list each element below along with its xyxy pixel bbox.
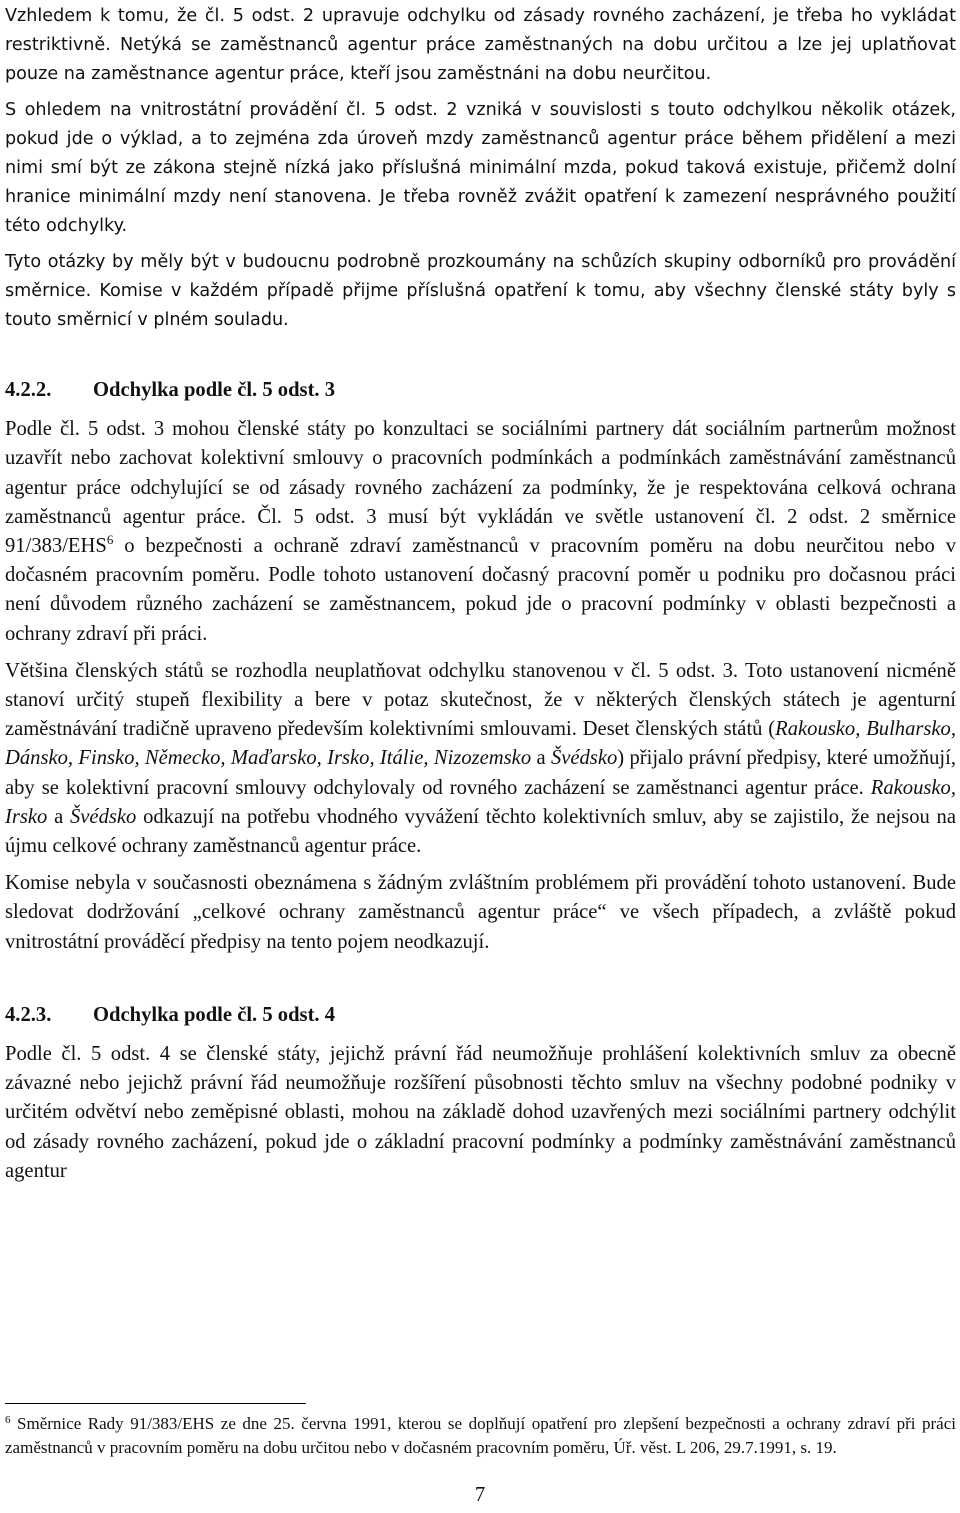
country-austria-ireland-italic: Rakousko, Irsko xyxy=(5,776,956,828)
section-heading-4-2-2 xyxy=(5,376,956,405)
country-sweden-italic: Švédsko xyxy=(550,747,618,770)
paragraph-5 xyxy=(5,657,956,861)
paragraph-4-text-b: o bezpečnosti a ochraně zdraví zaměstnanců v pracovním poměru na dobu neurčitou nebo v dočasném pracovním poměru. Podle tohoto ustanovení dočasný pracovní poměr u podniku pro dočasnou práci není důvodem různého zacházení se zaměstnancem, pokud jde o pracovní podmínky v oblasti bezpečnosti a ochrany zdraví při práci. xyxy=(5,535,956,645)
paragraph-4-text-a: Podle čl. 5 odst. 3 mohou členské státy po konzultaci se sociálními partnery dát sociálním partnerům možnost uzavřít nebo zachovat kolektivní smlouvy o pracovních podmínkách a podmínkách zaměstnávání zaměstnanců agentur práce odchylující se od zásady rovného zacházení za podmínky, že je respektována celková ochrana zaměstnanců agentur práce. Čl. 5 odst. 3 musí být vykládán ve světle ustanovení čl. 2 odst. 2 směrnice 91/383/EHS xyxy=(5,418,956,558)
paragraph-5-text-e: odkazují na potřebu vhodného vyvážení těchto kolektivních smluv, aby se zajistilo, že nejsou na újmu celkové ochrany zaměstnanců agentur práce. xyxy=(5,805,956,858)
paragraph-5-text-a: Většina členských států se rozhodla neuplatňovat odchylku stanovenou v čl. 5 odst. 3. Toto ustanovení nicméně stanoví určitý stupeň flexibility a bere v potaz skutečnost, že v některých členských státech je agenturní zaměstnávání tradičně upraveno především kolektivními smlouvami. Deset členských států ( xyxy=(5,659,956,741)
paragraph-4 xyxy=(5,415,956,649)
section-title: Odchylka podle čl. 5 odst. 3 xyxy=(93,379,336,402)
footnote-reference: 6 xyxy=(106,532,114,548)
paragraph-6: Komise nebyla v současnosti obeznámena s žádným zvláštním problémem při provádění tohoto ustanovení. Bude sledovat dodržování „celkové ochrany zaměstnanců agentur práce“ ve všech případech, a zvláště pokud vnitrostátní prováděcí předpisy na tento pojem neodkazují. xyxy=(5,872,956,953)
section-heading-4-2-3 xyxy=(5,1001,956,1030)
footnote-marker: 6 xyxy=(5,1414,11,1426)
paragraph-7: Podle čl. 5 odst. 4 se členské státy, jejichž právní řád neumožňuje prohlášení kolektivních smluv za obecně závazné nebo jejichž právní řád neumožňuje rozšíření působnosti těchto smluv na všechny podobné podniky v určitém odvětví nebo zeměpisné oblasti, mohou na základě dohod uzavřených mezi sociálními partnery odchýlit od zásady rovného zacházení, pokud jde o základní pracovní podmínky a podmínky zaměstnávání zaměstnanců agentur xyxy=(5,1042,956,1182)
page-number: 7 xyxy=(474,1484,486,1506)
paragraph-5-text-b: a xyxy=(531,747,551,770)
footnote-text: Směrnice Rady 91/383/EHS ze dne 25. června 1991, kterou se doplňují opatření pro zlepšení bezpečnosti a ochrany zdraví při práci zaměstnanců v pracovním poměru na dobu určitou nebo v dočasném pracovním poměru, Úř. věst. L 206, 29.7.1991, s. 19. xyxy=(5,1414,956,1457)
paragraph-1: Vzhledem k tomu, že čl. 5 odst. 2 upravuje odchylku od zásady rovného zacházení, je třeba ho vykládat restriktivně. Netýká se zaměstnanců agentur práce zaměstnaných na dobu určitou a lze jej uplatňovat pouze na zaměstnance agentur práce, kteří jsou zaměstnáni na dobu neurčitou. xyxy=(5,6,956,85)
paragraph-3: Tyto otázky by měly být v budoucnu podrobně prozkoumány na schůzích skupiny odborníků pro provádění směrnice. Komise v každém případě přijme příslušná opatření k tomu, aby všechny členské státy byly s touto směrnicí v plném souladu. xyxy=(5,251,956,331)
footnote xyxy=(5,1412,956,1460)
document-body xyxy=(5,0,956,1186)
country-sweden-italic-2: Švédsko xyxy=(70,805,137,828)
section-number: 4.2.3. xyxy=(5,1003,52,1026)
section-title: Odchylka podle čl. 5 odst. 4 xyxy=(93,1003,336,1026)
paragraph-5-text-c: ) přijalo právní předpisy, které umožňují, aby se kolektivní pracovní smlouvy odchylovaly od rovného zacházení se zaměstnanci agentur práce. xyxy=(5,747,956,799)
paragraph-2: S ohledem na vnitrostátní provádění čl. 5 odst. 2 vzniká v souvislosti s touto odchylkou několik otázek, pokud jde o výklad, a to zejména zda úroveň mzdy zaměstnanců agentur práce během přidělení a mezi nimi smí být ze zákona stejně nízká jako příslušná minimální mzda, pokud taková existuje, přičemž dolní hranice minimální mzdy není stanovena. Je třeba rovněž zvážit opatření k zamezení nesprávného použití této odchylky. xyxy=(5,99,956,237)
footnote-separator xyxy=(5,1403,306,1404)
country-list-italic: Rakousko, Bulharsko, Dánsko, Finsko, Německo, Maďarsko, Irsko, Itálie, Nizozemsko xyxy=(5,718,956,770)
section-number: 4.2.2. xyxy=(5,379,52,402)
paragraph-5-text-d: a xyxy=(47,805,70,828)
